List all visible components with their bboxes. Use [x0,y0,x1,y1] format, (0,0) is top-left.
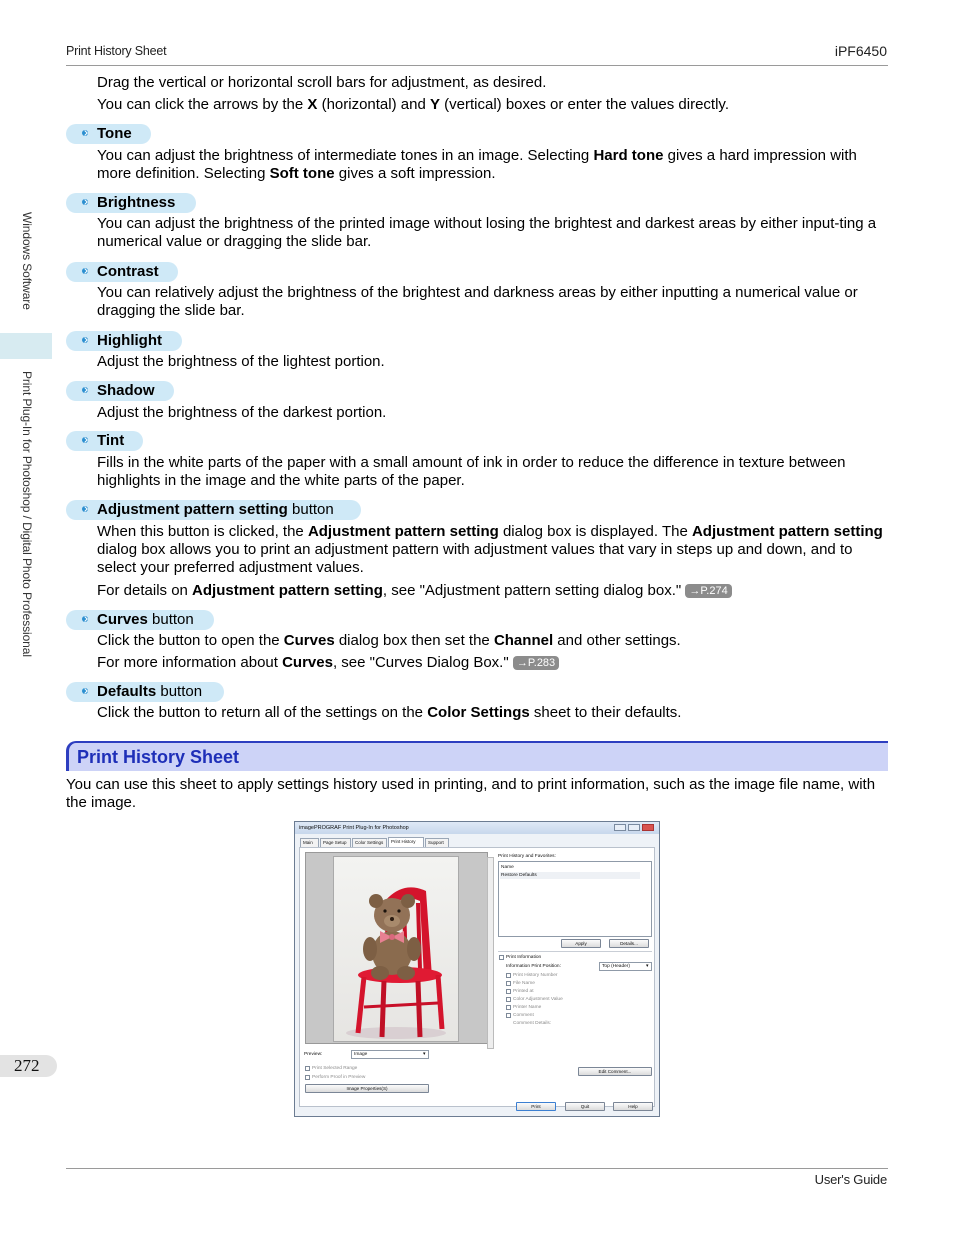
intro-line-1: Drag the vertical or horizontal scroll bars for adjustment, as desired. [97,74,547,91]
print-selected-range-checkbox[interactable] [305,1066,310,1071]
edit-comment-button[interactable]: Edit Comment... [578,1067,652,1076]
dialog-titlebar [295,822,659,834]
label-comment: Comment [513,1013,534,1018]
help-button[interactable]: Help [613,1102,653,1111]
item-text-defaults: Click the button to return all of the settings on the Color Settings sheet to their defaults. [97,704,682,721]
print-button[interactable]: Print [516,1102,556,1111]
history-label: Print History and Favorites: [498,854,556,859]
item-text-contrast: You can relatively adjust the brightness of the brightest and darkness areas by either inputting a numerical value or dragging the slide bar. [97,284,858,319]
item-heading-tone: Tone [66,124,151,144]
apply-button[interactable]: Apply [561,939,601,948]
quit-button[interactable]: Quit [565,1102,605,1111]
item-text-shadow: Adjust the brightness of the darkest portion. [97,404,387,421]
preview-select[interactable] [351,1050,429,1059]
item-heading-brightness: Brightness [66,193,196,213]
checkbox-printer-name[interactable] [506,1005,511,1010]
image-properties-button[interactable]: Image Properties(S) [305,1084,429,1093]
footer-guide: User's Guide [814,1172,887,1187]
label-printed-at: Printed at [513,989,534,994]
bullet-icon [82,337,88,343]
comment-details-label: Comment Details: [513,1021,552,1026]
position-label: Information Print Position: [506,964,561,969]
item-text-tint: Fills in the white parts of the paper with a small amount of ink in order to reduce the difference in texture between highlights in the image and the white parts of the paper. [97,454,846,489]
bullet-icon [82,616,88,622]
section-heading-bar [66,741,888,771]
page-reference-link[interactable]: →P.283 [513,656,559,670]
item-heading-adjustment-pattern: Adjustment pattern setting button [66,500,361,520]
item-heading-tint: Tint [66,431,143,451]
bullet-icon [82,199,88,205]
section-body: You can use this sheet to apply settings history used in printing, and to print information, such as the image file name, with the image. [66,776,876,811]
label-printer-name: Printer Name [513,1005,542,1010]
item-heading-contrast: Contrast [66,262,178,282]
print-selected-range-label: Print Selected Range [312,1066,358,1071]
label-color-adjustment: Color Adjustment Value [513,997,563,1002]
bullet-icon [82,688,88,694]
checkbox-print-history-number[interactable] [506,973,511,978]
list-item-label: Restore Defaults [501,873,537,878]
bullet-icon [82,268,88,274]
checkbox-comment[interactable] [506,1013,511,1018]
header-rule [66,65,888,66]
page-reference-link[interactable]: →P.274 [685,584,731,598]
checkbox-file-name[interactable] [506,981,511,986]
preview-image [333,856,459,1042]
position-select[interactable] [599,962,652,971]
item-detail-adjustment-pattern: For details on Adjustment pattern setting, see "Adjustment pattern setting dialog box." →P.274 [97,582,887,600]
bullet-icon [82,437,88,443]
dialog-title: imagePROGRAF Print Plug-In for Photoshop [299,825,409,831]
side-tab-print-plugin: Print Plug-In for Photoshop / Digital Photo Professional [20,371,34,657]
side-tab-highlight [0,333,52,359]
preview-select-value: Image [354,1052,368,1057]
print-information-checkbox[interactable] [499,955,504,960]
perform-proof-checkbox[interactable] [305,1075,310,1080]
checkbox-printed-at[interactable] [506,989,511,994]
intro-line-2: You can click the arrows by the X (horizontal) and Y (vertical) boxes or enter the values directly. [97,96,729,113]
running-header-section: Print History Sheet [66,44,167,58]
item-text-highlight: Adjust the brightness of the lightest portion. [97,353,385,370]
bullet-icon [82,387,88,393]
item-text-adjustment-pattern: When this button is clicked, the Adjustment pattern setting dialog box is displayed. The Adjustment pattern setting dialog box allows you to print an adjustment pattern with adjustment values that vary in steps up and down, and to select your preferred adjustment values. [97,523,883,576]
running-header-model: iPF6450 [834,43,887,59]
item-text-brightness: You can adjust the brightness of the printed image without losing the brightest and darkest areas by either input-ting a numerical value or dragging the slide bar. [97,215,877,250]
section-title: Print History Sheet [77,747,240,767]
footer-rule [66,1168,888,1169]
tab-color-settings[interactable]: Color Settings [352,838,387,847]
preview-scrollbar[interactable] [487,857,494,1049]
tab-print-history[interactable]: Print History [388,837,424,848]
tab-main[interactable]: Main [300,838,319,847]
page-number: 272 [14,1056,40,1075]
teddy-bear-chair-image [334,857,458,1041]
image-preview-area [305,852,488,1044]
bullet-icon [82,130,88,136]
item-detail-curves: For more information about Curves, see "Curves Dialog Box." →P.283 [97,654,887,672]
perform-proof-label: Perform Proof in Preview [312,1075,366,1080]
bullet-icon [82,506,88,512]
tab-page-setup[interactable]: Page Setup [320,838,351,847]
item-text-curves: Click the button to open the Curves dialog box then set the Channel and other settings. [97,632,681,649]
minimize-icon[interactable] [614,824,626,831]
tab-support[interactable]: Support [425,838,449,847]
item-heading-highlight: Highlight [66,331,182,351]
history-list[interactable] [498,861,652,937]
item-heading-curves: Curves button [66,610,214,630]
label-file-name: File Name [513,981,535,986]
chevron-down-icon: ▾ [423,1052,426,1057]
item-text-tone: You can adjust the brightness of intermediate tones in an image. Selecting Hard tone gives a hard impression with more definition. Selecting Soft tone gives a soft impression. [97,147,857,182]
position-select-value: Top (Header) [602,964,630,969]
close-icon[interactable] [642,824,654,831]
side-tab-windows-software: Windows Software [20,212,34,310]
preview-label: Preview: [304,1052,323,1057]
item-heading-shadow: Shadow [66,381,174,401]
print-information-label: Print Information [506,955,542,960]
details-button[interactable]: Details... [609,939,649,948]
maximize-icon[interactable] [628,824,640,831]
print-plugin-dialog-screenshot [294,821,660,1117]
print-history-panel [299,847,655,1107]
label-print-history-number: Print History Number [513,973,558,978]
checkbox-color-adjustment[interactable] [506,997,511,1002]
divider [498,951,652,952]
chevron-down-icon: ▾ [646,964,649,969]
history-column-name: Name [501,865,514,870]
item-heading-defaults: Defaults button [66,682,224,702]
list-item[interactable] [500,872,640,879]
